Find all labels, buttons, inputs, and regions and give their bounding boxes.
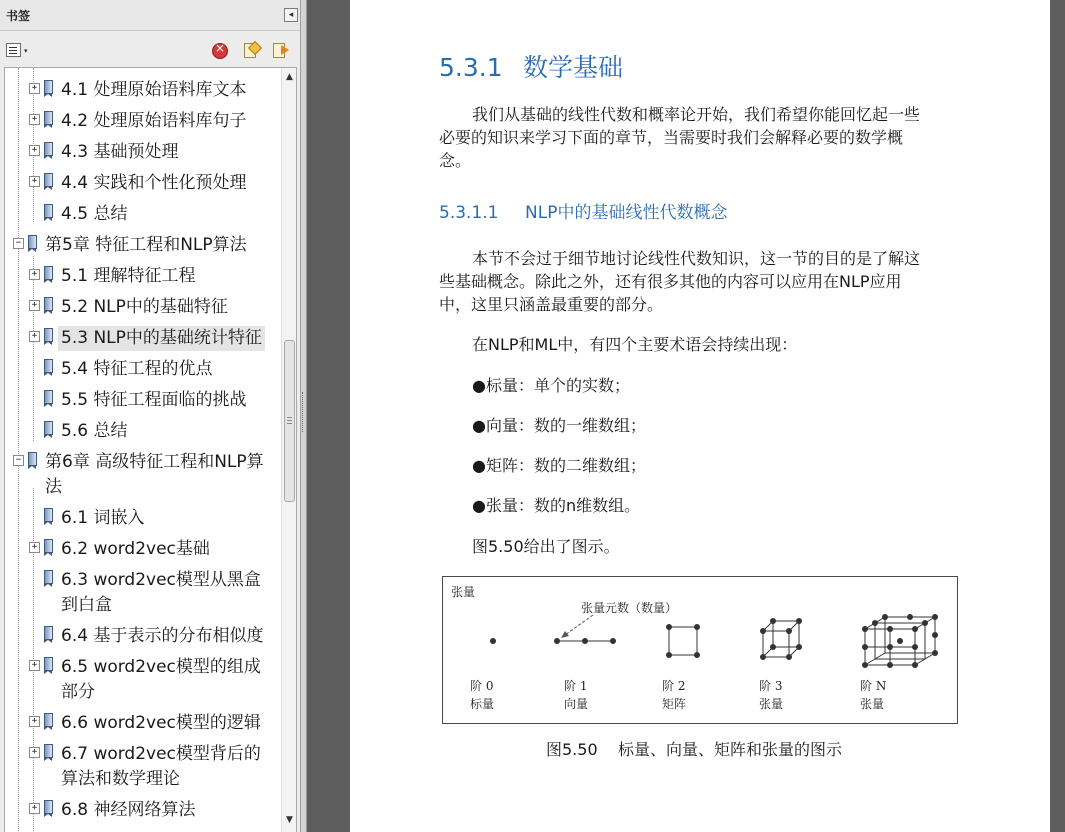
bookmark-item[interactable]	[5, 388, 281, 413]
bookmark-label: 6.4 基于表示的分布相似度	[61, 626, 264, 646]
figure-reference: 图5.50给出了图示。	[472, 537, 620, 556]
expand-toggle-icon[interactable]: +	[29, 803, 40, 814]
bookmark-label: 第5章 特征工程和NLP算法	[45, 235, 247, 255]
bookmark-item[interactable]	[5, 798, 281, 823]
terms-intro: 在NLP和ML中，有四个主要术语会持续出现：	[472, 335, 798, 354]
bookmark-item[interactable]	[5, 202, 281, 227]
rank-label: 阶 N	[860, 679, 887, 693]
bookmark-item[interactable]	[5, 109, 281, 134]
expand-toggle-icon[interactable]: +	[29, 716, 40, 727]
bookmark-icon	[44, 570, 53, 584]
bookmark-item[interactable]	[5, 506, 281, 531]
bookmark-label: 4.4 实践和个性化预处理	[61, 173, 247, 193]
expand-toggle-icon[interactable]: +	[29, 83, 40, 94]
bookmark-label: 6.8 神经网络算法	[61, 800, 196, 820]
figure-title: 张量	[451, 585, 476, 599]
bookmark-tree	[5, 68, 281, 832]
expand-toggle-icon[interactable]: +	[29, 300, 40, 311]
bookmark-icon	[44, 539, 53, 553]
sidebar-title: 书签	[6, 9, 31, 23]
collapse-sidebar-button[interactable]: ◂	[284, 8, 298, 22]
scroll-up-icon[interactable]: ▲	[286, 72, 293, 82]
delete-bookmark-button[interactable]	[212, 43, 228, 59]
bookmark-label: 6.6 word2vec模型的逻辑	[61, 713, 261, 733]
rank-name: 向量	[564, 697, 589, 711]
bookmark-icon	[44, 173, 53, 187]
new-bookmark-button[interactable]	[244, 43, 258, 57]
subsection-number: 5.3.1.1	[439, 203, 499, 223]
bookmark-label: 5.4 特征工程的优点	[61, 359, 213, 379]
subsection-title: NLP中的基础线性代数概念	[525, 203, 728, 223]
text-line: 必要的知识来学习下面的章节，当需要时我们会解释必要的数学概	[439, 128, 904, 147]
expand-toggle-icon[interactable]: +	[29, 176, 40, 187]
list-item: ●张量：数的n维数组。	[472, 496, 641, 515]
splitter-grip-icon[interactable]	[302, 392, 306, 432]
scroll-down-icon[interactable]: ▼	[286, 815, 293, 825]
bookmark-item[interactable]	[5, 655, 281, 705]
bookmark-item[interactable]	[5, 711, 281, 736]
sidebar-header	[0, 0, 300, 31]
bookmark-item[interactable]	[5, 78, 281, 103]
rank-label: 阶 3	[759, 679, 783, 693]
bookmark-label: 5.6 总结	[61, 421, 128, 441]
bookmark-label: 4.2 处理原始语料库句子	[61, 111, 247, 131]
bookmarks-sidebar	[0, 0, 301, 832]
figure-annotation: 张量元数（数量）	[581, 601, 678, 615]
bookmark-item[interactable]	[5, 233, 281, 258]
rank-name: 矩阵	[662, 697, 687, 711]
bookmark-item[interactable]	[5, 537, 281, 562]
rank-name: 标量	[470, 697, 495, 711]
bookmark-icon	[44, 390, 53, 404]
bookmark-label: 第6章 高级特征工程和NLP算	[45, 452, 264, 472]
collapse-toggle-icon[interactable]: −	[13, 238, 24, 249]
expand-toggle-icon[interactable]: +	[29, 331, 40, 342]
list-item: ●矩阵：数的二维数组；	[472, 456, 646, 475]
bookmark-item[interactable]	[5, 742, 281, 792]
document-page	[350, 0, 1050, 832]
expand-bookmark-button[interactable]	[273, 43, 289, 57]
bookmark-icon	[44, 359, 53, 373]
expand-toggle-icon[interactable]: +	[29, 542, 40, 553]
bookmark-label-continued: 到白盒	[61, 595, 112, 615]
bookmark-label-continued: 算法和数学理论	[61, 769, 180, 789]
rank-name: 张量	[759, 697, 784, 711]
vertical-scrollbar[interactable]	[281, 68, 297, 832]
bookmark-icon	[44, 111, 53, 125]
bookmark-item[interactable]	[5, 171, 281, 196]
text-line: 念。	[439, 151, 472, 170]
bookmark-tree-panel	[4, 67, 297, 832]
section-title: 数学基础	[523, 53, 624, 82]
text-line: 中，这里只涵盖最重要的部分。	[439, 295, 664, 314]
expand-toggle-icon[interactable]: +	[29, 114, 40, 125]
rank-name: 张量	[860, 697, 885, 711]
bookmark-label: 5.1 理解特征工程	[61, 266, 196, 286]
delete-icon: ×	[215, 41, 226, 55]
bookmark-icon	[44, 800, 53, 814]
dropdown-arrow-icon: ▾	[24, 47, 28, 55]
intro-paragraph	[439, 103, 961, 172]
bookmark-item[interactable]	[5, 326, 281, 351]
bookmark-item[interactable]	[5, 568, 281, 618]
bookmark-icon	[28, 452, 37, 466]
bookmark-label: 6.2 word2vec基础	[61, 539, 210, 559]
bookmark-item[interactable]	[5, 450, 281, 500]
text-line: 本节不会过于细节地讨论线性代数知识，这一节的目的是了解这	[472, 249, 921, 268]
bookmark-icon	[44, 204, 53, 218]
bookmark-icon	[44, 328, 53, 342]
bookmark-label: 5.5 特征工程面临的挑战	[61, 390, 247, 410]
bookmark-label: 6.7 word2vec模型背后的	[61, 744, 261, 764]
bookmark-item[interactable]	[5, 140, 281, 165]
bookmark-icon	[44, 508, 53, 522]
rank-label: 阶 1	[564, 679, 588, 693]
bookmark-item[interactable]	[5, 357, 281, 382]
bookmark-label-continued: 部分	[61, 682, 95, 702]
text-line: 我们从基础的线性代数和概率论开始，我们希望你能回忆起一些	[472, 105, 921, 124]
bookmark-label-continued: 法	[45, 477, 62, 497]
bookmark-label: 6.3 word2vec模型从黑盒	[61, 570, 261, 590]
expand-toggle-icon[interactable]: +	[29, 747, 40, 758]
bookmark-icon	[44, 713, 53, 727]
section-heading	[439, 48, 623, 84]
bookmark-icon	[44, 80, 53, 94]
arrow-right-icon	[281, 45, 289, 55]
list-item: ●标量：单个的实数；	[472, 376, 630, 395]
collapse-toggle-icon[interactable]: −	[13, 455, 24, 466]
bookmark-label: 5.2 NLP中的基础特征	[61, 297, 228, 317]
bookmark-icon	[44, 421, 53, 435]
scroll-thumb[interactable]	[284, 340, 295, 502]
tensor-diagram	[443, 577, 957, 723]
bookmark-label: 4.3 基础预处理	[61, 142, 179, 162]
bookmark-label: 6.1 词嵌入	[61, 508, 145, 528]
rank-label: 阶 0	[470, 679, 494, 693]
expand-toggle-icon[interactable]: +	[29, 660, 40, 671]
bookmark-icon	[44, 626, 53, 640]
text-line: 些基础概念。除此之外，还有很多其他的内容可以应用在NLP应用	[439, 272, 902, 291]
list-item: ●向量：数的一维数组；	[472, 416, 646, 435]
bookmark-label: 5.3 NLP中的基础统计特征	[58, 326, 265, 351]
caption-number: 图5.50	[546, 740, 598, 759]
caption-text: 标量、向量、矩阵和张量的图示	[618, 740, 843, 759]
bookmark-icon	[44, 266, 53, 280]
section-number: 5.3.1	[439, 53, 503, 82]
bookmark-icon	[44, 744, 53, 758]
list-options-icon	[6, 43, 21, 57]
bookmark-label: 4.5 总结	[61, 204, 128, 224]
bookmark-item[interactable]	[5, 264, 281, 289]
expand-toggle-icon[interactable]: +	[29, 145, 40, 156]
bookmark-item[interactable]	[5, 624, 281, 649]
bookmark-icon	[44, 142, 53, 156]
bookmark-label: 6.5 word2vec模型的组成	[61, 657, 261, 677]
page-gutter	[1052, 0, 1065, 832]
expand-toggle-icon[interactable]: +	[29, 269, 40, 280]
bookmark-icon	[28, 235, 37, 249]
bookmark-item[interactable]	[5, 419, 281, 444]
bookmark-label: 4.1 处理原始语料库文本	[61, 80, 247, 100]
figure-caption	[546, 737, 842, 760]
rank-label: 阶 2	[662, 679, 686, 693]
subsection-heading	[439, 198, 727, 223]
panel-splitter[interactable]	[301, 0, 307, 832]
bookmark-item[interactable]	[5, 295, 281, 320]
sidebar-toolbar	[0, 31, 300, 65]
options-menu-button[interactable]	[6, 43, 32, 59]
body-paragraph	[439, 247, 961, 316]
bookmark-icon	[44, 657, 53, 671]
tensor-figure	[442, 576, 958, 724]
bookmark-icon	[44, 297, 53, 311]
